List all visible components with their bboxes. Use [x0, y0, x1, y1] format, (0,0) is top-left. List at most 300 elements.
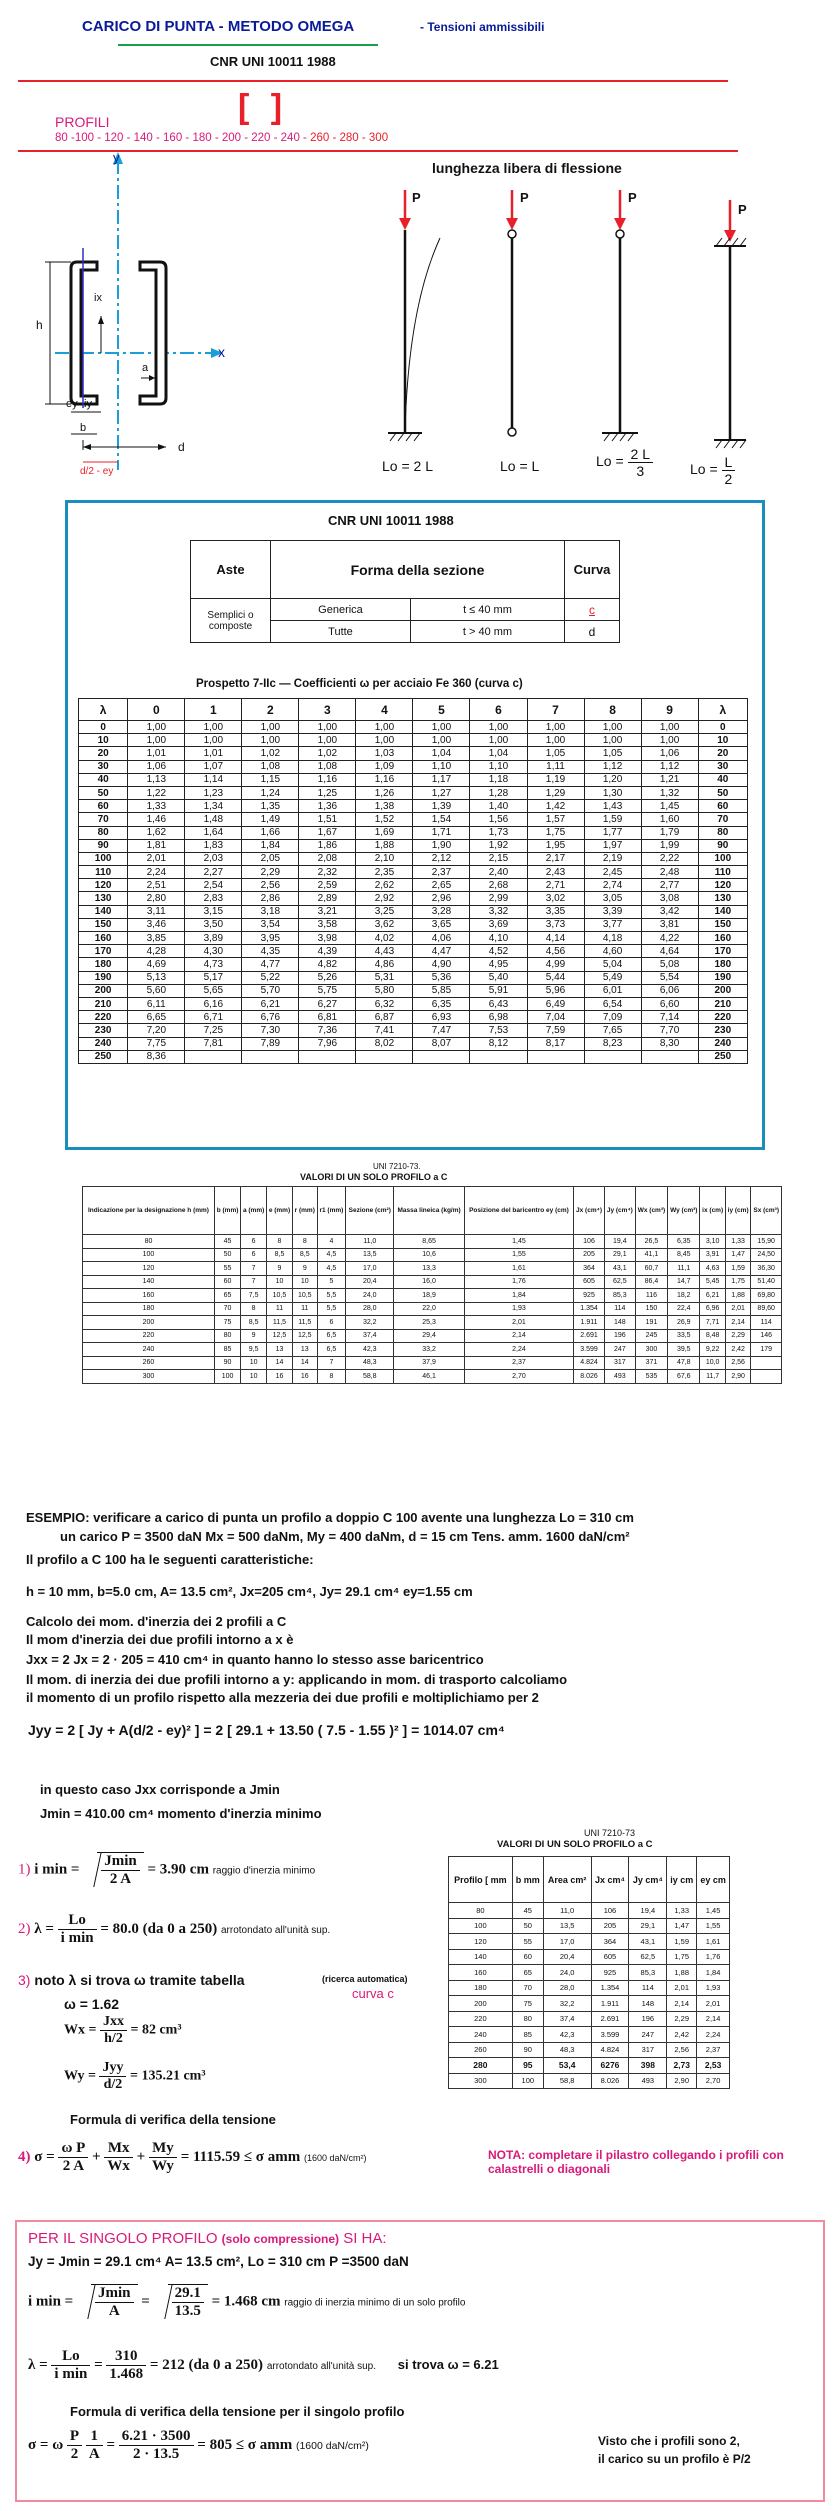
omega-header-cell: 6: [470, 699, 527, 721]
omega-cell: 60: [698, 800, 747, 813]
omega-cell: 5,26: [299, 971, 356, 984]
small-cell: 42,3: [543, 2027, 591, 2043]
profile-cell: 1,75: [725, 1275, 750, 1289]
omega-cell: 4,02: [356, 932, 413, 945]
omega-cell: 1,40: [470, 800, 527, 813]
omega-cell: 4,90: [413, 958, 470, 971]
profile-row: [83, 1289, 782, 1303]
jmin-line: Jmin = 410.00 cm⁴ momento d'inerzia minimo: [40, 1806, 322, 1821]
small-cell: 37,4: [543, 2011, 591, 2027]
omega-cell: 1,35: [242, 800, 299, 813]
omega-cell: 2,74: [584, 879, 641, 892]
omega-cell: 6,76: [242, 1011, 299, 1024]
omega-cell: 170: [698, 945, 747, 958]
omega-cell: 1,79: [641, 826, 698, 839]
omega-cell: [356, 1050, 413, 1063]
profile-cell: 179: [751, 1343, 782, 1357]
omega-cell: 2,10: [356, 852, 413, 865]
omega-cell: 7,59: [527, 1024, 584, 1037]
profile-cell: 24,0: [346, 1289, 394, 1303]
profile-cell: 106: [574, 1235, 605, 1249]
small-cell: 4.824: [591, 2042, 629, 2058]
example-line-5: Calcolo dei mom. d'inerzia dei 2 profili a C: [26, 1614, 287, 1629]
omega-cell: 1,49: [242, 813, 299, 826]
small-cell: 17,0: [543, 1934, 591, 1950]
small-header-cell: Profilo [ mm: [449, 1857, 513, 1903]
omega-cell: 3,08: [641, 892, 698, 905]
nota-calastrelli: NOTA: completare il pilastro collegando i profili con calastrelli o diagonali: [488, 2148, 784, 2176]
profile-row: [83, 1248, 782, 1262]
omega-cell: 1,11: [527, 760, 584, 773]
small-header-cell: ey cm: [697, 1857, 730, 1903]
small-cell: 1.911: [591, 1996, 629, 2012]
small-cell: 6276: [591, 2058, 629, 2074]
omega-cell: 1,77: [584, 826, 641, 839]
small-cell: 2,01: [697, 1996, 730, 2012]
profile-cell: 69,80: [751, 1289, 782, 1303]
profile-cell: 180: [83, 1302, 215, 1316]
omega-cell: 2,96: [413, 892, 470, 905]
omega-cell: 3,62: [356, 918, 413, 931]
small-row: [449, 1980, 730, 1996]
omega-row: [79, 997, 748, 1010]
small-row: [449, 2058, 730, 2074]
small-cell: 100: [512, 2073, 543, 2089]
omega-cell: 4,18: [584, 932, 641, 945]
small-cell: 2.691: [591, 2011, 629, 2027]
omega-header-cell: λ: [79, 699, 128, 721]
profile-cell: 29,1: [604, 1248, 635, 1262]
profile-cell: 11,1: [668, 1262, 700, 1276]
omega-cell: 1,26: [356, 786, 413, 799]
omega-cell: 3,89: [185, 932, 242, 945]
omega-cell: 1,00: [128, 721, 185, 734]
omega-cell: 90: [79, 839, 128, 852]
omega-cell: 3,02: [527, 892, 584, 905]
omega-cell: 6,06: [641, 984, 698, 997]
dim-b-label: b: [80, 422, 87, 434]
omega-cell: 1,66: [242, 826, 299, 839]
small-cell: 1,61: [697, 1934, 730, 1950]
omega-cell: 1,83: [185, 839, 242, 852]
small-header-cell: Jx cm⁴: [591, 1857, 629, 1903]
omega-cell: 1,00: [584, 721, 641, 734]
profile-cell: 11,7: [700, 1370, 725, 1384]
profile-cell: 2,14: [464, 1329, 573, 1343]
omega-cell: 3,58: [299, 918, 356, 931]
omega-cell: 1,33: [128, 800, 185, 813]
profile-cell: 148: [604, 1316, 635, 1330]
profile-cell: 10: [241, 1370, 267, 1384]
omega-cell: 2,59: [299, 879, 356, 892]
profile-cell: 16: [267, 1370, 293, 1384]
small-cell: 45: [512, 1903, 543, 1919]
omega-header-cell: 5: [413, 699, 470, 721]
profile-cell: 1,55: [464, 1248, 573, 1262]
omega-cell: 1,00: [527, 734, 584, 747]
omega-cell: 2,05: [242, 852, 299, 865]
dim-h-label: h: [36, 318, 43, 332]
profile-header-cell: Posizione del baricentro ey (cm): [464, 1187, 573, 1235]
profile-cell: 18,2: [668, 1289, 700, 1303]
profile-cell: 37,9: [394, 1356, 464, 1370]
profile-cell: 8,5: [267, 1248, 293, 1262]
omega-cell: 2,37: [413, 866, 470, 879]
omega-cell: 4,82: [299, 958, 356, 971]
small-cell: 317: [629, 2042, 667, 2058]
profile-cell: 196: [604, 1329, 635, 1343]
omega-cell: 1,01: [185, 747, 242, 760]
lo-case-3: Lo = $\frac{2 L}{3}$: [596, 446, 653, 479]
profile-cell: 9: [292, 1262, 317, 1276]
omega-cell: 160: [698, 932, 747, 945]
omega-cell: 70: [698, 813, 747, 826]
omega-cell: 1,20: [584, 773, 641, 786]
profile-header-cell: b (mm): [214, 1187, 240, 1235]
small-cell: 140: [449, 1949, 513, 1965]
profile-cell: 364: [574, 1262, 605, 1276]
omega-cell: 230: [79, 1024, 128, 1037]
profile-cell: 8: [267, 1235, 293, 1249]
profile-cell: 85,3: [604, 1289, 635, 1303]
omega-cell: 7,89: [242, 1037, 299, 1050]
profile-header-cell: a (mm): [241, 1187, 267, 1235]
omega-cell: 1,54: [413, 813, 470, 826]
small-cell: 2,56: [667, 2042, 697, 2058]
dim-d-label: d: [178, 440, 185, 454]
omega-row: [79, 721, 748, 734]
omega-cell: 1,51: [299, 813, 356, 826]
small-cell: 32,2: [543, 1996, 591, 2012]
small-row: [449, 1934, 730, 1950]
profile-cell: 4.824: [574, 1356, 605, 1370]
omega-row: [79, 813, 748, 826]
small-row: [449, 2073, 730, 2089]
omega-cell: 7,96: [299, 1037, 356, 1050]
omega-cell: 5,49: [584, 971, 641, 984]
omega-cell: 6,65: [128, 1011, 185, 1024]
omega-cell: 3,32: [470, 905, 527, 918]
omega-row: [79, 958, 748, 971]
profile-cell: 8,65: [394, 1235, 464, 1249]
example-line-8: Il mom. di inerzia dei due profili intorno a y: applicando in mom. di trasporto calcoliamo: [26, 1672, 568, 1687]
profile-cell: 240: [83, 1343, 215, 1357]
omega-cell: 4,86: [356, 958, 413, 971]
profile-cell: 3.599: [574, 1343, 605, 1357]
profile-cell: 100: [214, 1370, 240, 1384]
profile-cell: 146: [751, 1329, 782, 1343]
single-lambda-formula: λ = $\frac{Lo}{\text{i min}}$ = $\frac{310}{1.468}$ = 212 (da 0 a 250) arrotondato all'unità sup. si trova ω = 6.21: [28, 2348, 499, 2382]
small-cell: 1,33: [667, 1903, 697, 1919]
small-row: [449, 1965, 730, 1981]
omega-cell: 1,00: [641, 721, 698, 734]
profile-row: [83, 1275, 782, 1289]
omega-cell: 5,04: [584, 958, 641, 971]
omega-row: [79, 800, 748, 813]
profile-cell: 160: [83, 1289, 215, 1303]
omega-row: [79, 826, 748, 839]
small-cell: 260: [449, 2042, 513, 2058]
omega-cell: 2,77: [641, 879, 698, 892]
profile-cell: 7,71: [700, 1316, 725, 1330]
profile-row: [83, 1343, 782, 1357]
example-line-4: h = 10 mm, b=5.0 cm, A= 13.5 cm², Jx=205 cm⁴, Jy= 29.1 cm⁴ ey=1.55 cm: [26, 1584, 473, 1599]
omega-cell: 6,21: [242, 997, 299, 1010]
omega-cell: 10: [79, 734, 128, 747]
omega-cell: 90: [698, 839, 747, 852]
profile-cell: 8,48: [700, 1329, 725, 1343]
profile-cell: [751, 1356, 782, 1370]
profile-header-cell: Massa lineica (kg/m): [394, 1187, 464, 1235]
profile-cell: 6,5: [317, 1329, 346, 1343]
small-cell: 1,55: [697, 1918, 730, 1934]
omega-cell: 7,70: [641, 1024, 698, 1037]
small-cell: 925: [591, 1965, 629, 1981]
omega-cell: 1,57: [527, 813, 584, 826]
jyy-formula: Jyy = 2 [ Jy + A(d/2 - ey)² ] = 2 [ 29.1 + 13.50 ( 7.5 - 1.55 )² ] = 1014.07 cm⁴: [28, 1722, 505, 1738]
omega-cell: 4,14: [527, 932, 584, 945]
small-cell: 247: [629, 2027, 667, 2043]
profile-header-cell: Wx (cm³): [635, 1187, 667, 1235]
profile-cell: 114: [751, 1316, 782, 1330]
profile-properties-table: [82, 1186, 782, 1384]
profile-cell: 60,7: [635, 1262, 667, 1276]
profile-cell: 32,2: [346, 1316, 394, 1330]
omega-cell: 2,03: [185, 852, 242, 865]
step-4: 4) σ = $\frac{\text{ω P}}{2 A}$ + $\frac{Mx}{Wx}$ + $\frac{My}{Wy}$ = 1115.59 ≤ σ amm (1600 daN/cm²): [18, 2140, 367, 2174]
omega-header-cell: 9: [641, 699, 698, 721]
omega-cell: 50: [79, 786, 128, 799]
small-row: [449, 2042, 730, 2058]
omega-cell: 5,75: [299, 984, 356, 997]
omega-cell: 2,62: [356, 879, 413, 892]
omega-cell: 1,00: [470, 721, 527, 734]
profile-cell: 2,24: [464, 1343, 573, 1357]
profile-cell: 1,84: [464, 1289, 573, 1303]
omega-cell: 5,17: [185, 971, 242, 984]
omega-cell: 4,47: [413, 945, 470, 958]
omega-cell: 1,08: [242, 760, 299, 773]
small-cell: 53,4: [543, 2058, 591, 2074]
small-row: [449, 1903, 730, 1919]
divider-red: [18, 80, 728, 82]
small-cell: 28,0: [543, 1980, 591, 1996]
omega-cell: 6,93: [413, 1011, 470, 1024]
profile-cell: 8: [317, 1370, 346, 1384]
profile-cell: 5: [317, 1275, 346, 1289]
omega-cell: [299, 1050, 356, 1063]
omega-cell: 2,45: [584, 866, 641, 879]
omega-cell: 5,36: [413, 971, 470, 984]
profile-header-cell: Sx (cm³): [751, 1187, 782, 1235]
omega-cell: 1,38: [356, 800, 413, 813]
omega-cell: 2,35: [356, 866, 413, 879]
omega-cell: 1,92: [470, 839, 527, 852]
profile-cell: 8: [292, 1235, 317, 1249]
omega-cell: 1,00: [299, 721, 356, 734]
omega-cell: 1,00: [527, 721, 584, 734]
omega-cell: 1,34: [185, 800, 242, 813]
profile-cell: 8,5: [292, 1248, 317, 1262]
small-cell: 50: [512, 1918, 543, 1934]
small-cell: 200: [449, 1996, 513, 2012]
omega-cell: 1,81: [128, 839, 185, 852]
small-cell: 2,14: [697, 2011, 730, 2027]
profile-cell: 116: [635, 1289, 667, 1303]
omega-cell: 7,09: [584, 1011, 641, 1024]
small-cell: 65: [512, 1965, 543, 1981]
omega-cell: 1,02: [242, 747, 299, 760]
side-note-1: Visto che i profili sono 2,: [598, 2434, 740, 2448]
omega-header-cell: 3: [299, 699, 356, 721]
omega-cell: 1,05: [527, 747, 584, 760]
omega-cell: 1,01: [128, 747, 185, 760]
profile-cell: 1.911: [574, 1316, 605, 1330]
omega-cell: 250: [698, 1050, 747, 1063]
profile-cell: 7: [241, 1262, 267, 1276]
profile-cell: 2,70: [464, 1370, 573, 1384]
omega-cell: 5,54: [641, 971, 698, 984]
omega-cell: 240: [79, 1037, 128, 1050]
omega-cell: 180: [79, 958, 128, 971]
omega-header-cell: 7: [527, 699, 584, 721]
profile-cell: 4,5: [317, 1248, 346, 1262]
omega-cell: 2,40: [470, 866, 527, 879]
profile-cell: 260: [83, 1356, 215, 1370]
omega-cell: 7,65: [584, 1024, 641, 1037]
omega-cell: 30: [698, 760, 747, 773]
profile-cell: 3,10: [700, 1235, 725, 1249]
omega-cell: 110: [79, 866, 128, 879]
omega-cell: 170: [79, 945, 128, 958]
profile-cell: 9,5: [241, 1343, 267, 1357]
profile-cell: 19,4: [604, 1235, 635, 1249]
omega-cell: 1,52: [356, 813, 413, 826]
profile-cell: 371: [635, 1356, 667, 1370]
omega-cell: 1,15: [242, 773, 299, 786]
omega-cell: 110: [698, 866, 747, 879]
small-cell: 2,42: [667, 2027, 697, 2043]
wx-formula: Wx = $\frac{\text{Jxx}}{h/2}$ = 82 cm³: [64, 2014, 182, 2046]
profile-header-cell: Jx (cm⁴): [574, 1187, 605, 1235]
small-cell: 148: [629, 1996, 667, 2012]
omega-cell: 5,65: [185, 984, 242, 997]
small-row: [449, 1996, 730, 2012]
example-line-6: Il mom d'inerzia dei due profili intorno a x è: [26, 1632, 294, 1647]
omega-cell: 2,56: [242, 879, 299, 892]
profile-cell: 1,93: [464, 1302, 573, 1316]
omega-cell: 6,01: [584, 984, 641, 997]
omega-cell: 2,15: [470, 852, 527, 865]
profile-cell: 10: [267, 1275, 293, 1289]
load-p-label-2: P: [520, 190, 529, 205]
omega-cell: 2,99: [470, 892, 527, 905]
profile-cell: 16: [292, 1370, 317, 1384]
omega-cell: 1,05: [584, 747, 641, 760]
example-line-7: Jxx = 2 Jx = 2 · 205 = 410 cm⁴ in quanto hanno lo stesso asse baricentrico: [26, 1652, 484, 1667]
small-cell: 1,75: [667, 1949, 697, 1965]
profile-cell: 1,33: [725, 1235, 750, 1249]
small-cell: 55: [512, 1934, 543, 1950]
profiles-label: PROFILI: [55, 114, 110, 130]
small-cell: 240: [449, 2027, 513, 2043]
small-row: [449, 1949, 730, 1965]
small-cell: 1,88: [667, 1965, 697, 1981]
omega-cell: 4,69: [128, 958, 185, 971]
profile-cell: 33,5: [668, 1329, 700, 1343]
profile-cell: 13: [292, 1343, 317, 1357]
page-title: CARICO DI PUNTA - METODO OMEGA: [82, 18, 355, 35]
omega-coefficients-table: [78, 698, 748, 1064]
small-cell: 205: [591, 1918, 629, 1934]
profile-cell: 22,4: [668, 1302, 700, 1316]
profile-cell: 5,5: [317, 1302, 346, 1316]
profile-header-cell: iy (cm): [725, 1187, 750, 1235]
omega-cell: 1,19: [527, 773, 584, 786]
small-cell: 114: [629, 1980, 667, 1996]
omega-cell: 1,62: [128, 826, 185, 839]
profile-header-cell: r (mm): [292, 1187, 317, 1235]
profile-cell: 245: [635, 1329, 667, 1343]
dim-ey-label: ey: [66, 398, 78, 410]
small-cell: 3.599: [591, 2027, 629, 2043]
omega-cell: 3,42: [641, 905, 698, 918]
profile-cell: 1,76: [464, 1275, 573, 1289]
small-cell: 160: [449, 1965, 513, 1981]
omega-cell: 7,04: [527, 1011, 584, 1024]
omega-cell: 1,00: [185, 734, 242, 747]
omega-cell: 8,07: [413, 1037, 470, 1050]
profile-row: [83, 1329, 782, 1343]
small-cell: 280: [449, 2058, 513, 2074]
omega-cell: 1,71: [413, 826, 470, 839]
profile-cell: 4,5: [317, 1262, 346, 1276]
profile-cell: 42,3: [346, 1343, 394, 1357]
omega-cell: 1,16: [356, 773, 413, 786]
profile-cell: 2.691: [574, 1329, 605, 1343]
omega-cell: 3,35: [527, 905, 584, 918]
load-p-label-4: P: [738, 202, 747, 217]
step-1: 1) i min = $\frac{Jmin}{2 A}$ = 3.90 cm raggio d'inerzia minimo: [18, 1853, 316, 1887]
dim-iy-label: iy: [84, 398, 92, 410]
omega-cell: 80: [79, 826, 128, 839]
omega-cell: 5,40: [470, 971, 527, 984]
profile-cell: 26,9: [668, 1316, 700, 1330]
omega-cell: 3,65: [413, 918, 470, 931]
profile-cell: 300: [635, 1343, 667, 1357]
curve-c-label: curva c: [352, 1986, 394, 2001]
omega-cell: 5,91: [470, 984, 527, 997]
profile-cell: 75: [214, 1316, 240, 1330]
verif-title: Formula di verifica della tensione: [70, 2112, 276, 2127]
omega-cell: 2,08: [299, 852, 356, 865]
profile-cell: 2,14: [725, 1316, 750, 1330]
omega-cell: 20: [79, 747, 128, 760]
omega-cell: 250: [79, 1050, 128, 1063]
omega-cell: 1,12: [641, 760, 698, 773]
omega-cell: 1,36: [299, 800, 356, 813]
profile-cell: 7: [241, 1275, 267, 1289]
profile-row: [83, 1370, 782, 1384]
profile-cell: 2,37: [464, 1356, 573, 1370]
small-cell: 1,59: [667, 1934, 697, 1950]
profile-cell: 605: [574, 1275, 605, 1289]
omega-row: [79, 945, 748, 958]
profile-header-cell: r1 (mm): [317, 1187, 346, 1235]
single-data-line: Jy = Jmin = 29.1 cm⁴ A= 13.5 cm², Lo = 310 cm P =3500 daN: [28, 2254, 409, 2269]
omega-cell: 1,25: [299, 786, 356, 799]
omega-cell: 1,00: [242, 734, 299, 747]
